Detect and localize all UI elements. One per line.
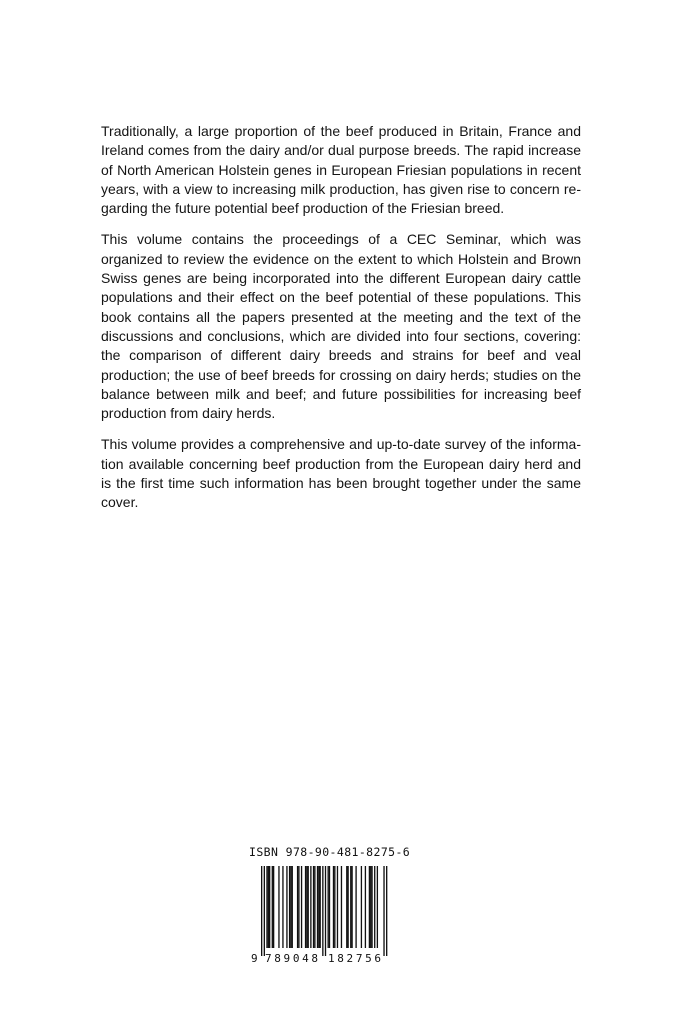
barcode-bar xyxy=(350,866,351,948)
barcode-bar xyxy=(282,866,283,948)
barcode xyxy=(248,864,398,964)
isbn-barcode-block xyxy=(248,845,418,964)
barcode-bar xyxy=(268,866,269,948)
barcode-right-digits: 182756 xyxy=(328,952,381,964)
barcode-bar xyxy=(329,866,330,948)
barcode-bar xyxy=(313,866,314,948)
barcode-bar xyxy=(286,866,287,948)
barcode-bar xyxy=(377,866,378,948)
barcode-bar xyxy=(289,866,290,948)
barcode-bar xyxy=(272,866,273,948)
barcode-bar xyxy=(298,866,299,948)
barcode-bar xyxy=(317,866,318,948)
barcode-bar xyxy=(292,866,293,948)
barcode-bar xyxy=(333,866,334,948)
barcode-bar xyxy=(334,866,335,948)
barcode-bar xyxy=(306,866,307,948)
barcode-bar xyxy=(297,866,298,948)
barcode-first-digit: 9 xyxy=(251,952,258,964)
barcode-bar xyxy=(351,866,352,948)
barcode-bar xyxy=(328,866,329,948)
barcode-bar xyxy=(318,866,319,948)
barcode-bar xyxy=(337,866,338,948)
paragraph-summary: This volume provides a comprehensive and up-to-date survey of the information available concerning beef production from the European dairy herd and is the first time such information has been brought together under the same cover. xyxy=(101,436,581,511)
barcode-bars xyxy=(261,866,387,956)
barcode-bar xyxy=(308,866,309,948)
barcode-bar xyxy=(273,866,274,948)
barcode-bar xyxy=(386,866,387,956)
barcode-bar xyxy=(320,866,321,948)
barcode-bar xyxy=(310,866,311,948)
barcode-bar xyxy=(322,866,323,956)
barcode-bar xyxy=(278,866,279,948)
barcode-bar xyxy=(290,866,291,948)
barcode-bar xyxy=(261,866,262,956)
paragraph-intro: Traditionally, a large proportion of the beef produced in Britain, France and Ireland comes from the dairy and/or dual purpose breeds. The rapid increase of North American Holstein genes in European Friesian populations in recent years, with a view to increasing milk production, has given rise to concern regarding the future potential beef production of the Friesian breed. xyxy=(101,123,581,217)
barcode-bar xyxy=(365,866,366,948)
barcode-bar xyxy=(347,866,348,948)
barcode-bar xyxy=(314,866,315,948)
isbn-label: ISBN 978-90-481-8275-6 xyxy=(249,845,411,859)
barcode-bar xyxy=(355,866,356,948)
barcode-bar xyxy=(341,866,342,948)
barcode-bar xyxy=(264,866,265,956)
barcode-bar xyxy=(383,866,384,956)
barcode-bar xyxy=(370,866,371,948)
barcode-bar xyxy=(371,866,372,948)
barcode-bar xyxy=(269,866,270,948)
barcode-bar xyxy=(325,866,326,956)
barcode-bar xyxy=(374,866,375,948)
barcode-bar xyxy=(266,866,267,948)
barcode-bar xyxy=(361,866,362,948)
paragraph-contents: This volume contains the proceedings of a CEC Seminar, which was organized to review the evidence on the extent to which Holstein and Brown Swiss genes are being incorporated into the different European dairy cattle populations and their effect on the beef potential of these populations. This book contains all the papers presented at the meeting and the text of the discussions and conclusions, which are divided into four sections, covering: the comparison of different dairy breeds and strains for beef and veal production; the use of beef breeds for crossing on dairy herds; studies on the balance between milk and beef; and future possibilities for increasing beef production from dairy herds. xyxy=(101,231,581,422)
barcode-left-digits: 789048 xyxy=(265,952,318,964)
barcode-bar xyxy=(305,866,306,948)
barcode-bar xyxy=(369,866,370,948)
barcode-bar xyxy=(301,866,302,948)
barcode-bar xyxy=(346,866,347,948)
description-text xyxy=(101,122,581,525)
